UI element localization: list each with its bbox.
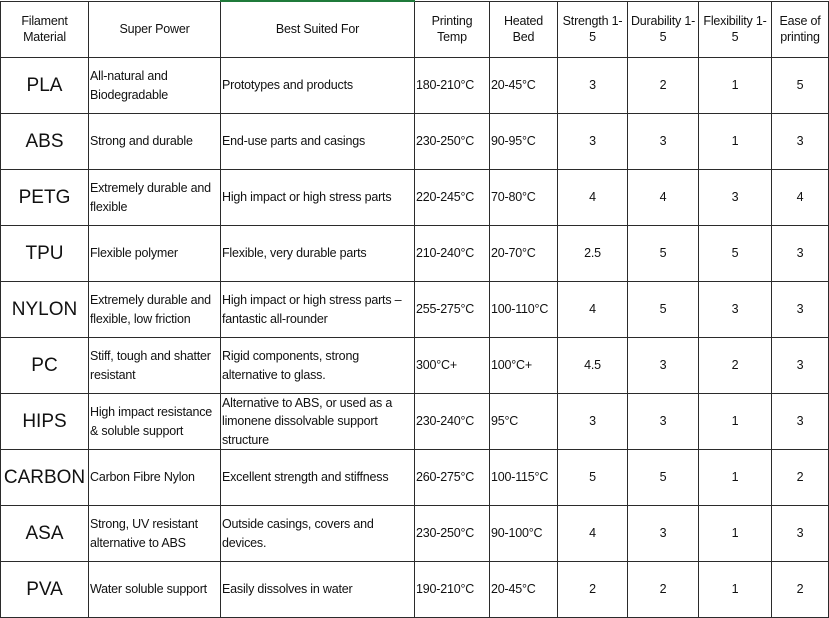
durability-cell: 3 <box>628 338 699 394</box>
heated-bed-cell: 100-115°C <box>490 450 558 506</box>
header-printing-temp: Printing Temp <box>415 1 490 58</box>
material-cell: NYLON <box>1 282 89 338</box>
flexibility-cell: 1 <box>699 506 772 562</box>
ease-of-printing-cell: 3 <box>772 506 829 562</box>
strength-cell: 4 <box>558 282 628 338</box>
printing-temp-cell: 190-210°C <box>415 562 490 618</box>
strength-cell: 2.5 <box>558 226 628 282</box>
ease-of-printing-cell: 3 <box>772 114 829 170</box>
durability-cell: 3 <box>628 394 699 450</box>
material-cell: PC <box>1 338 89 394</box>
ease-of-printing-cell: 2 <box>772 450 829 506</box>
best-suited-for-cell: Prototypes and products <box>221 58 415 114</box>
header-durability: Durability 1-5 <box>628 1 699 58</box>
durability-cell: 5 <box>628 450 699 506</box>
ease-of-printing-cell: 3 <box>772 226 829 282</box>
flexibility-cell: 5 <box>699 226 772 282</box>
material-cell: ASA <box>1 506 89 562</box>
super-power-cell: High impact resistance & soluble support <box>89 394 221 450</box>
heated-bed-cell: 100°C+ <box>490 338 558 394</box>
table-row <box>1 394 829 450</box>
heated-bed-cell: 20-45°C <box>490 562 558 618</box>
super-power-cell: Water soluble support <box>89 562 221 618</box>
super-power-cell: Strong, UV resistant alternative to ABS <box>89 506 221 562</box>
table-row <box>1 450 829 506</box>
table-row <box>1 114 829 170</box>
strength-cell: 3 <box>558 394 628 450</box>
ease-of-printing-cell: 3 <box>772 338 829 394</box>
material-cell: TPU <box>1 226 89 282</box>
flexibility-cell: 3 <box>699 170 772 226</box>
printing-temp-cell: 260-275°C <box>415 450 490 506</box>
header-best-suited-for: Best Suited For <box>221 1 415 58</box>
strength-cell: 3 <box>558 58 628 114</box>
table-row <box>1 226 829 282</box>
material-cell: ABS <box>1 114 89 170</box>
super-power-cell: Extremely durable and flexible <box>89 170 221 226</box>
best-suited-for-cell: Rigid components, strong alternative to glass. <box>221 338 415 394</box>
material-cell: PETG <box>1 170 89 226</box>
ease-of-printing-cell: 4 <box>772 170 829 226</box>
flexibility-cell: 1 <box>699 562 772 618</box>
table-row <box>1 58 829 114</box>
printing-temp-cell: 230-250°C <box>415 114 490 170</box>
super-power-cell: Carbon Fibre Nylon <box>89 450 221 506</box>
durability-cell: 2 <box>628 58 699 114</box>
header-heated-bed: Heated Bed <box>490 1 558 58</box>
printing-temp-cell: 210-240°C <box>415 226 490 282</box>
super-power-cell: Flexible polymer <box>89 226 221 282</box>
table-header <box>1 1 829 58</box>
best-suited-for-cell: Alternative to ABS, or used as a limonene dissolvable support structure <box>221 394 415 450</box>
flexibility-cell: 1 <box>699 394 772 450</box>
strength-cell: 4 <box>558 506 628 562</box>
table-row <box>1 562 829 618</box>
best-suited-for-cell: Excellent strength and stiffness <box>221 450 415 506</box>
strength-cell: 3 <box>558 114 628 170</box>
durability-cell: 4 <box>628 170 699 226</box>
super-power-cell: Stiff, tough and shatter resistant <box>89 338 221 394</box>
printing-temp-cell: 300°C+ <box>415 338 490 394</box>
durability-cell: 3 <box>628 506 699 562</box>
material-cell: HIPS <box>1 394 89 450</box>
printing-temp-cell: 230-240°C <box>415 394 490 450</box>
header-flexibility: Flexibility 1-5 <box>699 1 772 58</box>
best-suited-for-cell: End-use parts and casings <box>221 114 415 170</box>
best-suited-for-cell: High impact or high stress parts – fantastic all-rounder <box>221 282 415 338</box>
table-row <box>1 282 829 338</box>
material-cell: PLA <box>1 58 89 114</box>
super-power-cell: Strong and durable <box>89 114 221 170</box>
header-material: Filament Material <box>1 1 89 58</box>
heated-bed-cell: 90-95°C <box>490 114 558 170</box>
flexibility-cell: 3 <box>699 282 772 338</box>
ease-of-printing-cell: 2 <box>772 562 829 618</box>
heated-bed-cell: 20-70°C <box>490 226 558 282</box>
durability-cell: 5 <box>628 226 699 282</box>
ease-of-printing-cell: 5 <box>772 58 829 114</box>
printing-temp-cell: 220-245°C <box>415 170 490 226</box>
table-row <box>1 170 829 226</box>
best-suited-for-cell: Easily dissolves in water <box>221 562 415 618</box>
header-strength: Strength 1-5 <box>558 1 628 58</box>
table-row <box>1 506 829 562</box>
strength-cell: 2 <box>558 562 628 618</box>
strength-cell: 4 <box>558 170 628 226</box>
table-body <box>1 58 829 618</box>
heated-bed-cell: 95°C <box>490 394 558 450</box>
flexibility-cell: 1 <box>699 450 772 506</box>
strength-cell: 5 <box>558 450 628 506</box>
best-suited-for-cell: High impact or high stress parts <box>221 170 415 226</box>
printing-temp-cell: 255-275°C <box>415 282 490 338</box>
header-row <box>1 1 829 58</box>
flexibility-cell: 1 <box>699 114 772 170</box>
durability-cell: 2 <box>628 562 699 618</box>
ease-of-printing-cell: 3 <box>772 394 829 450</box>
durability-cell: 5 <box>628 282 699 338</box>
durability-cell: 3 <box>628 114 699 170</box>
flexibility-cell: 1 <box>699 58 772 114</box>
printing-temp-cell: 230-250°C <box>415 506 490 562</box>
material-cell: PVA <box>1 562 89 618</box>
header-ease-of-printing: Ease of printing <box>772 1 829 58</box>
heated-bed-cell: 90-100°C <box>490 506 558 562</box>
material-cell: CARBON <box>1 450 89 506</box>
heated-bed-cell: 20-45°C <box>490 58 558 114</box>
strength-cell: 4.5 <box>558 338 628 394</box>
table-row <box>1 338 829 394</box>
flexibility-cell: 2 <box>699 338 772 394</box>
heated-bed-cell: 100-110°C <box>490 282 558 338</box>
super-power-cell: All-natural and Biodegradable <box>89 58 221 114</box>
printing-temp-cell: 180-210°C <box>415 58 490 114</box>
header-super-power: Super Power <box>89 1 221 58</box>
heated-bed-cell: 70-80°C <box>490 170 558 226</box>
ease-of-printing-cell: 3 <box>772 282 829 338</box>
best-suited-for-cell: Outside casings, covers and devices. <box>221 506 415 562</box>
super-power-cell: Extremely durable and flexible, low friction <box>89 282 221 338</box>
best-suited-for-cell: Flexible, very durable parts <box>221 226 415 282</box>
